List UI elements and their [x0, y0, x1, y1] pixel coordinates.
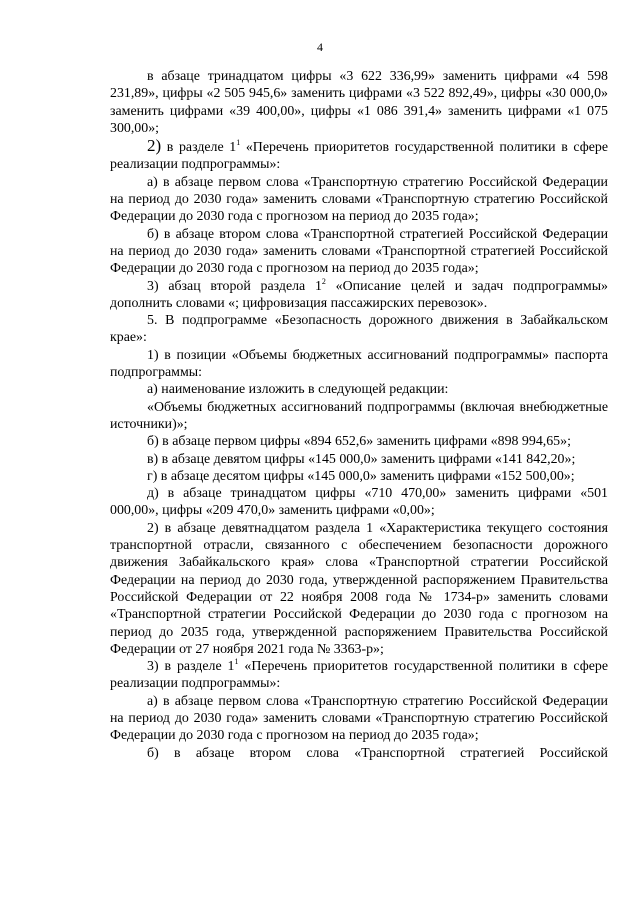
- paragraph: а) наименование изложить в следующей редакции:: [147, 382, 449, 398]
- superscript: 1: [236, 138, 241, 148]
- page-number: 4: [317, 40, 323, 54]
- paragraph: д) в абзаце тринадцатом цифры «710 470,00» заменить цифрами «501 000,00», цифры «209 470,0» заменить цифрами «0,00»;: [110, 486, 608, 519]
- document-body: [110, 68, 608, 762]
- paragraph: 2) в абзаце девятнадцатом раздела 1 «Характеристика текущего состояния транспортной отрасли, связанного с обеспечением безопасности дорожного движения Забайкальского края» слова «Транспортной стратегии Российской Федерации на период до 2030 года, утвержденной распоряжением Правительства Российской Федерации от 22 ноября 2008 года № 1734-р» заменить словами «Транспортной стратегии Российской Федерации до 2030 года с прогнозом на период до 2035 года, утвержденной распоряжением Правительства Российской Федерации от 27 ноября 2021 года № 3363-р»;: [110, 520, 608, 657]
- paragraph: б) в абзаце первом цифры «894 652,6» заменить цифрами «898 994,65»;: [147, 434, 571, 450]
- item-number: 2): [147, 136, 162, 156]
- paragraph: а) в абзаце первом слова «Транспортную стратегию Российской Федерации на период до 2030 года» заменить словами «Транспортную стратегию Российской Федерации до 2030 года с прогнозом на период до 2035 года»;: [110, 174, 608, 225]
- paragraph: 3) в разделе $1^1$ «Перечень приоритетов государственной политики в сфере реализации подпрограммы»:: [110, 657, 608, 692]
- paragraph: в) в абзаце девятом цифры «145 000,0» заменить цифрами «141 842,20»;: [147, 451, 576, 467]
- superscript: 2: [321, 276, 326, 286]
- paragraph: в абзаце тринадцатом цифры «3 622 336,99» заменить цифрами «4 598 231,89», цифры «2 505 945,6» заменить цифрами «3 522 892,49», цифры «30 000,0» заменить цифрами «39 400,00», цифры «1 086 391,4» заменить цифрами «1 075 300,00»;: [110, 69, 608, 136]
- paragraph: б) в абзаце втором слова «Транспортной стратегией Российской Федерации на период до 2030 года» заменить словами «Транспортной стратегией Российской Федерации до 2030 года с прогнозом на период до 2035 года»;: [110, 226, 608, 277]
- paragraph: 3) абзац второй раздела $1^2$ «Описание целей и задач подпрограммы» дополнить словами «; цифровизация пассажирских перевозок».: [110, 276, 609, 311]
- paragraph: 2) в разделе $1^1$ «Перечень приоритетов государственной политики в сфере реализации подпрограммы»:: [110, 136, 608, 173]
- paragraph: 5. В подпрограмме «Безопасность дорожного движения в Забайкальском крае»:: [110, 313, 608, 346]
- paragraph: г) в абзаце десятом цифры «145 000,0» заменить цифрами «152 500,00»;: [147, 468, 575, 484]
- paragraph: 1) в позиции «Объемы бюджетных ассигнований подпрограммы» паспорта подпрограммы:: [110, 347, 608, 381]
- superscript: 1: [234, 657, 239, 667]
- paragraph: «Объемы бюджетных ассигнований подпрограммы (включая внебюджетные источники)»;: [110, 399, 608, 432]
- paragraph: б) в абзаце втором слова «Транспортной стратегией Российской: [147, 745, 608, 761]
- paragraph: а) в абзаце первом слова «Транспортную стратегию Российской Федерации на период до 2030 года» заменить словами «Транспортную стратегию Российской Федерации до 2030 года с прогнозом на период до 2035 года»;: [110, 693, 608, 744]
